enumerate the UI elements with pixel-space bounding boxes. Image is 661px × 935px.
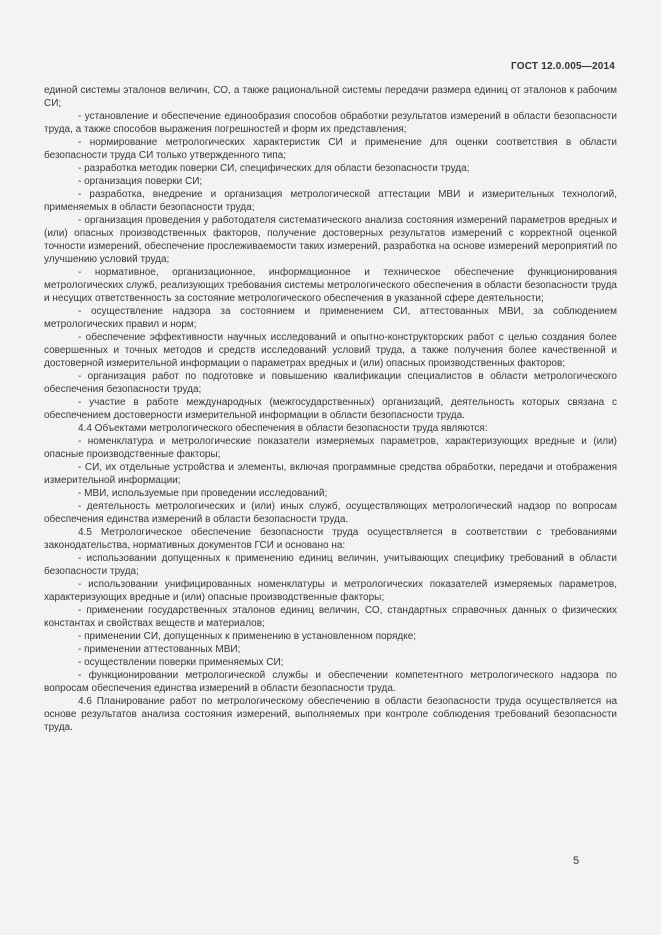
paragraph: - применении СИ, допущенных к применению в установленном порядке; xyxy=(78,631,417,642)
document-header xyxy=(44,61,615,72)
paragraph: - МВИ, используемые при проведении исследований; xyxy=(78,488,328,499)
paragraph: - применении аттестованных МВИ; xyxy=(78,644,241,655)
paragraph: - осуществление надзора за состоянием и применением СИ, аттестованных МВИ, за соблюдением метрологических правил и норм; xyxy=(44,306,617,330)
paragraph: - осуществлении поверки применяемых СИ; xyxy=(78,657,284,668)
document-body xyxy=(44,84,617,734)
paragraph: - установление и обеспечение единообразия способов обработки результатов измерений в области безопасности труда, а также способов выражения погрешностей и форм их представления; xyxy=(44,111,617,135)
paragraph: - нормативное, организационное, информационное и техническое обеспечение функционирования метрологических служб, реализующих требования системы метрологического обеспечения в области безопасности труда и несущих ответственность за состояние метрологического обеспечения в указанной сфере деятельности; xyxy=(44,267,617,304)
paragraph: - использовании унифицированных номенклатуры и метрологических показателей измеряемых параметров, характеризующих вредные и (или) опасные производственные факторы; xyxy=(44,579,617,603)
paragraph: - организация работ по подготовке и повышению квалификации специалистов в области метрологического обеспечения безопасности труда; xyxy=(44,371,617,395)
paragraph: - участие в работе международных (межгосударственных) организаций, деятельность которых связана с обеспечением достоверности измерительной информации в области безопасности труда. xyxy=(44,397,617,421)
paragraph: - разработка, внедрение и организация метрологической аттестации МВИ и измерительных технологий, применяемых в области безопасности труда; xyxy=(44,189,617,213)
paragraph: - организация поверки СИ; xyxy=(78,176,203,187)
paragraph: - использовании допущенных к применению единиц величин, учитывающих специфику требований в области безопасности труда; xyxy=(44,553,617,577)
paragraph: 4.5 Метрологическое обеспечение безопасности труда осуществляется в соответствии с требованиями законодательства, нормативных документов ГСИ и основано на: xyxy=(44,527,617,551)
paragraph: - применении государственных эталонов единиц величин, СО, стандартных справочных данных о физических константах и свойствах веществ и материалов; xyxy=(44,605,617,629)
paragraph: - организация проведения у работодателя систематического анализа состояния измерений параметров вредных и (или) опасных производственных факторов, получение достоверных результатов измерений с корректной оценкой точности измерений, обеспечение прослеживаемости таких измерений, разработка на основе измерений мероприятий по улучшению условий труда; xyxy=(44,215,617,265)
paragraph: - деятельность метрологических и (или) иных служб, осуществляющих метрологический надзор по вопросам обеспечения единства измерений в области безопасности труда. xyxy=(44,501,617,525)
paragraph: 4.4 Объектами метрологического обеспечения в области безопасности труда являются: xyxy=(78,423,488,434)
paragraph: 4.6 Планирование работ по метрологическому обеспечению в области безопасности труда осуществляется на основе результатов анализа состояния измерений, выполняемых при контроле соблюдения требований безопасности труда. xyxy=(44,696,617,733)
paragraph: - номенклатура и метрологические показатели измеряемых параметров, характеризующих вредные и (или) опасные производственные факторы; xyxy=(44,436,617,460)
paragraph: - СИ, их отдельные устройства и элементы, включая программные средства обработки, передачи и отображения измерительной информации; xyxy=(44,462,617,486)
page-number: 5 xyxy=(573,855,580,867)
paragraph: - функционировании метрологической службы и обеспечении компетентного метрологического надзора по вопросам обеспечения единства измерений в области безопасности труда. xyxy=(44,670,617,694)
paragraph: - нормирование метрологических характеристик СИ и применение для оценки соответствия в области безопасности труда СИ только утвержденного типа; xyxy=(44,137,617,161)
paragraph: - обеспечение эффективности научных исследований и опытно-конструкторских работ с целью создания более совершенных и точных методов и средств исследований условий труда, а также получения более качественной и достоверной измерительной информации о параметрах вредных и (или) опасных производственных факторов; xyxy=(44,332,617,369)
paragraph: единой системы эталонов величин, СО, а также рациональной системы передачи размера единиц от эталонов к рабочим СИ; xyxy=(44,85,617,109)
paragraph: - разработка методик поверки СИ, специфических для области безопасности труда; xyxy=(78,163,470,174)
standard-number: ГОСТ 12.0.005—2014 xyxy=(511,61,615,72)
